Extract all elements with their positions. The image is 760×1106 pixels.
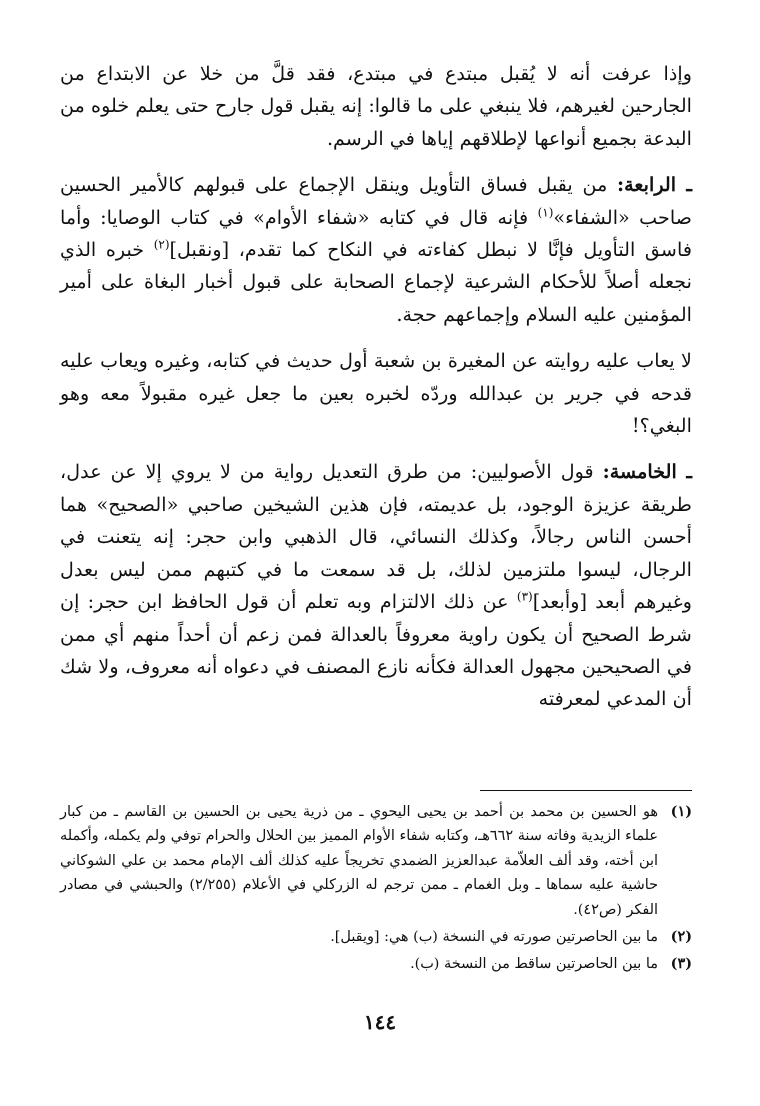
- paragraph-3: [60, 345, 692, 442]
- footnote-number: (١): [670, 803, 692, 820]
- paragraph-lead: ـ الرابعة:: [617, 173, 692, 197]
- footnotes: [60, 800, 692, 980]
- footnote-divider: [480, 790, 692, 791]
- paragraph-text-cont: فإنه قال في كتابه «شفاء الأوام» في كتاب الوصايا: وأما فاسق التأويل فإنَّا لا نبطل كفاءته في النكاح كما تقدم، [ونقبل]: [60, 205, 692, 262]
- footnote-3: [60, 952, 692, 976]
- footnote-number: (٢): [670, 928, 692, 946]
- footnote-text: هو الحسين بن محمد بن أحمد بن يحيى اليحوي ـ من ذرية يحيى بن الحسين بن القاسم ـ من كبار علماء الزيدية وفاته سنة ٦٦٢هـ، وكتابه شفاء الأوام المميز بين الحلال والحرام توفي ولم يكمله، وأكمله ابن أخته، وقد ألف العلاّمة عبدالعزيز الضمدي تخريجاً عليه كذلك ألف الإمام محمد بن علي الشوكاني حاشية عليه سماها ـ وبل الغمام ـ ممن ترجم له الزركلي في الأعلام (٢/٢٥٥) والحبشي في مصادر الفكر (ص٤٢).: [60, 804, 659, 918]
- paragraph-4: [60, 456, 692, 715]
- main-text: [60, 58, 692, 730]
- paragraph-lead: ـ الخامسة:: [602, 460, 692, 484]
- footnote-ref-1: (١): [537, 205, 554, 220]
- paragraph-text: وإذا عرفت أنه لا يُقبل مبتدع في مبتدع، فقد قلَّ من خلا عن الابتداع من الجارحين لغيرهم، فلا ينبغي على ما قالوا: إنه يقبل قول جارح حتى يعلم خلوه من البدعة بجميع أنواعها لإطلاقهم إياها في الرسم.: [60, 62, 692, 150]
- footnote-number: (٣): [670, 955, 692, 973]
- page-number: ١٤٤: [363, 1010, 397, 1034]
- paragraph-text: قول الأصوليين: من طرق التعديل رواية من لا يروي إلا عن عدل، طريقة عزيزة الوجود، بل عديمته، فإن هذين الشيخين صاحبي «الصحيح» هما أحسن الناس رجالاً، وكذلك النسائي، قال الذهبي وابن حجر: إنه يتعنت في الرجال، ليسوا ملتزمين لذلك، بل قد سمعت ما في كتبهم ممن ليس بعدل وغيرهم أبعد [وأبعد]: [60, 460, 693, 614]
- paragraph-2: [60, 169, 692, 331]
- paragraph-text: لا يعاب عليه روايته عن المغيرة بن شعبة أول حديث في كتابه، وغيره ويعاب عليه قدحه في جرير بن عبدالله وردّه لخبره بعين ما جعل غيره مقبولاً معه وهو البغي؟!: [60, 349, 692, 438]
- paragraph-1: [60, 58, 692, 155]
- paragraph-text: من يقبل فساق التأويل وينقل الإجماع على قبولهم كالأمير الحسين صاحب «الشفاء»: [60, 173, 693, 229]
- paragraph-text-cont: عن ذلك الالتزام وبه تعلم أن قول الحافظ ابن حجر: إن شرط الصحيح أن يكون راوية معروفاً بالعدالة فمن زعم أن أحداً منهم أي ممن في الصحيحين مجهول العدالة فكأنه نازع المصنف في دعواه أنه معروف، ولا شك أن المدعي لمعرفته: [60, 590, 692, 711]
- paragraph-text-cont: خبره الذي نجعله أصلاً للأحكام الشرعية لإجماع الصحابة على قبول أخبار البغاة على أمير المؤمنين عليه السلام وإجماعهم حجة.: [60, 238, 692, 326]
- footnote-ref-2: (٢): [153, 237, 170, 252]
- footnote-2: [60, 925, 692, 949]
- footnote-text: ما بين الحاصرتين صورته في النسخة (ب) هي: [ويقبل].: [330, 929, 658, 946]
- footnote-1: [60, 800, 692, 922]
- footnote-text: ما بين الحاصرتين ساقط من النسخة (ب).: [410, 956, 658, 973]
- footnote-ref-3: (٣): [516, 589, 533, 604]
